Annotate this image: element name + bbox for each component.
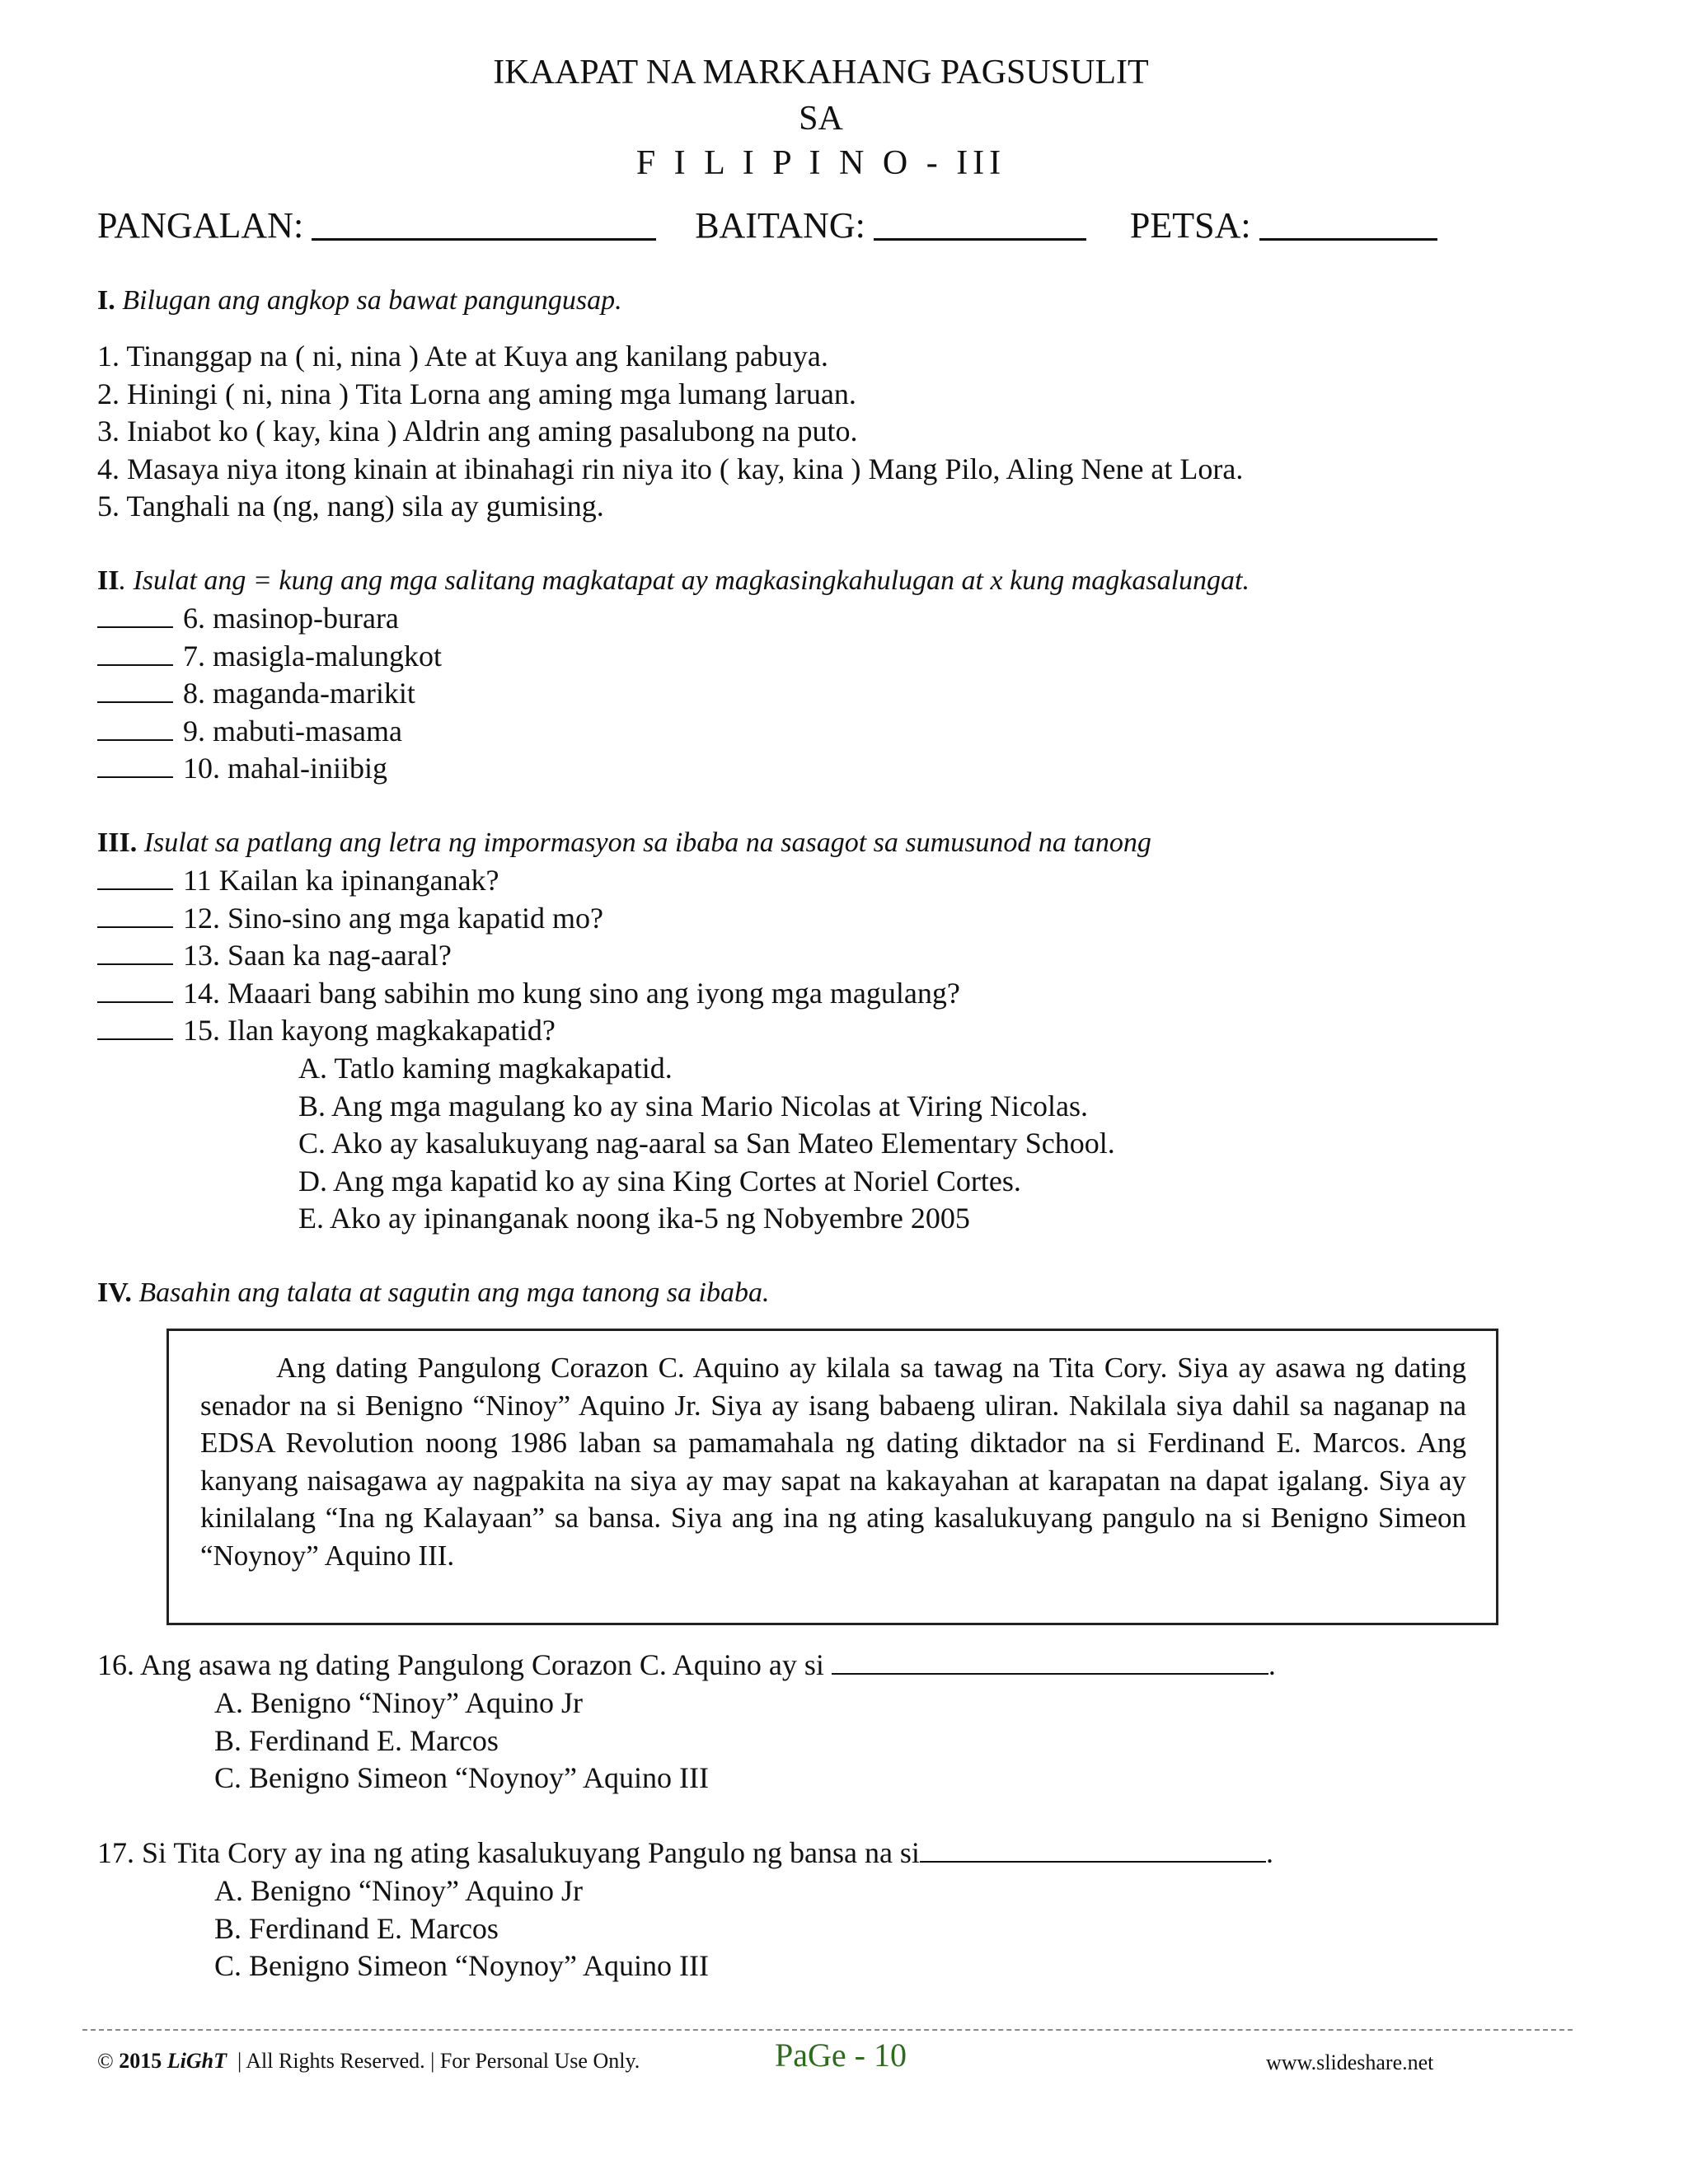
question-17-choices (214, 1872, 709, 1985)
footer-copyright (97, 2049, 640, 2074)
section-4-heading (97, 1274, 769, 1312)
choice-item: A. Tatlo kaming magkakapatid. (298, 1052, 673, 1085)
choice-item: C. Ako ay kasalukuyang nag-aaral sa San Mateo Elementary School. (298, 1127, 1115, 1160)
copyright-icon: © (97, 2049, 114, 2073)
section-4-instruction: Basahin ang talata at sagutin ang mga tanong sa ibaba. (138, 1277, 770, 1308)
section-3-items (97, 862, 960, 1050)
grade-label: BAITANG: (695, 205, 865, 246)
name-blank[interactable] (312, 207, 656, 241)
question-17: 17. Si Tita Cory ay ina ng ating kasalukuyang Pangulo ng bansa na si . (97, 1836, 1273, 1869)
grade-blank[interactable] (874, 207, 1086, 241)
list-item: 3. Iniabot ko ( kay, kina ) Aldrin ang aming pasalubong na puto. (97, 415, 858, 448)
list-item: 6. masinop-burara (97, 600, 442, 638)
reading-passage-box (166, 1329, 1498, 1625)
list-item: 14. Maaari bang sabihin mo kung sino ang iyong mga magulang? (97, 975, 960, 1013)
list-item: 13. Saan ka nag-aaral? (97, 937, 960, 975)
footer-divider (82, 2029, 1573, 2031)
answer-blank[interactable] (97, 864, 173, 890)
section-1-instruction: Bilugan ang angkop sa bawat pangungusap. (122, 285, 622, 316)
choice-item: B. Ferdinand E. Marcos (214, 1911, 499, 1945)
answer-blank[interactable] (97, 715, 173, 741)
reading-passage: Ang dating Pangulong Corazon C. Aquino ay kilala sa tawag na Tita Cory. Siya ay asawa ng dating senador na si Benigno “Ninoy” Aquino Jr. Siya ay isang babaeng uliran. Nakilala siya dahil sa naganap na EDSA Revolution noong 1986 laban sa pamamahala ng dating diktador na si Ferdinand E. Marcos. Ang kanyang naisagawa ay nagpakita na siya ay may sapat na kakayahan at karapatan na dapat igalang. Siya ay kinilalang “Ina ng Kalayaan” sa bansa. Siya ang ina ng ating kasalukuyang pangulo na si Benigno Simeon “Noynoy” Aquino III. (200, 1352, 1466, 1572)
list-item: 5. Tanghali na (ng, nang) sila ay gumising. (97, 490, 604, 523)
choice-item: D. Ang mga kapatid ko ay sina King Cortes at Noriel Cortes. (298, 1164, 1021, 1197)
choice-item: C. Benigno Simeon “Noynoy” Aquino III (214, 1949, 709, 1982)
answer-blank[interactable] (97, 602, 173, 628)
footer-site: www.slideshare.net (1266, 2050, 1434, 2074)
question-16: 16. Ang asawa ng dating Pangulong Corazon C. Aquino ay si . (97, 1648, 1276, 1681)
section-3-instruction: Isulat sa patlang ang letra ng impormasyon sa ibaba na sasagot sa sumusunod na tanong (143, 827, 1151, 858)
section-2-heading (97, 562, 1250, 600)
list-item: 11 Kailan ka ipinanganak? (97, 862, 960, 900)
section-2-items (97, 600, 442, 788)
answer-blank[interactable] (97, 977, 173, 1003)
answer-blank[interactable] (97, 677, 173, 703)
answer-blank[interactable] (97, 1014, 173, 1040)
list-item: 8. maganda-marikit (97, 675, 442, 713)
section-1-items (97, 338, 1243, 526)
section-1-number: I. (97, 285, 115, 316)
list-item: 10. mahal-iniibig (97, 750, 442, 788)
choice-item: C. Benigno Simeon “Noynoy” Aquino III (214, 1761, 709, 1794)
question-16-choices (214, 1685, 709, 1797)
section-3-choices (298, 1050, 1115, 1238)
choice-item: A. Benigno “Ninoy” Aquino Jr (214, 1874, 583, 1907)
answer-line[interactable] (832, 1647, 1268, 1675)
section-1-heading (97, 282, 622, 320)
choice-item: B. Ang mga magulang ko ay sina Mario Nicolas at Viring Nicolas. (298, 1089, 1089, 1122)
list-item: 15. Ilan kayong magkakapatid? (97, 1012, 960, 1050)
date-label: PETSA: (1129, 205, 1251, 246)
page-number: PaGe - 10 (775, 2036, 907, 2074)
list-item: 9. mabuti-masama (97, 713, 442, 751)
answer-line[interactable] (920, 1835, 1266, 1863)
exam-subject: F I L I P I N O - III (635, 144, 1006, 182)
date-blank[interactable] (1259, 207, 1437, 241)
name-label: PANGALAN: (97, 205, 304, 246)
exam-title-sa: SA (799, 100, 843, 138)
list-item: 4. Masaya niya itong kinain at ibinahagi rin niya ito ( kay, kina ) Mang Pilo, Aling Nene at Lora. (97, 452, 1244, 485)
answer-blank[interactable] (97, 939, 173, 965)
list-item: 2. Hiningi ( ni, nina ) Tita Lorna ang aming mga lumang laruan. (97, 377, 856, 410)
list-item: 7. masigla-malungkot (97, 638, 442, 676)
answer-blank[interactable] (97, 902, 173, 928)
section-4-number: IV. (97, 1277, 132, 1308)
section-2-instruction: . Isulat ang = kung ang mga salitang magkatapat ay magkasingkahulugan at x kung magkasalungat. (119, 565, 1250, 596)
footer-rights: | All Rights Reserved. | For Personal Use Only. (237, 2049, 640, 2073)
section-2-number: II (97, 565, 120, 596)
footer-brand: LiGhT (166, 2049, 227, 2073)
choice-item: A. Benigno “Ninoy” Aquino Jr (214, 1686, 583, 1719)
student-info-fields (97, 204, 1437, 246)
section-3-heading (97, 824, 1151, 862)
exam-title: IKAAPAT NA MARKAHANG PAGSUSULIT (493, 54, 1149, 91)
answer-blank[interactable] (97, 752, 173, 778)
footer-year: 2015 (119, 2049, 162, 2073)
list-item: 12. Sino-sino ang mga kapatid mo? (97, 900, 960, 938)
list-item: 1. Tinanggap na ( ni, nina ) Ate at Kuya ang kanilang pabuya. (97, 340, 828, 373)
answer-blank[interactable] (97, 640, 173, 666)
section-3-number: III. (97, 827, 138, 858)
choice-item: E. Ako ay ipinanganak noong ika-5 ng Nobyembre 2005 (298, 1202, 970, 1235)
choice-item: B. Ferdinand E. Marcos (214, 1723, 499, 1757)
